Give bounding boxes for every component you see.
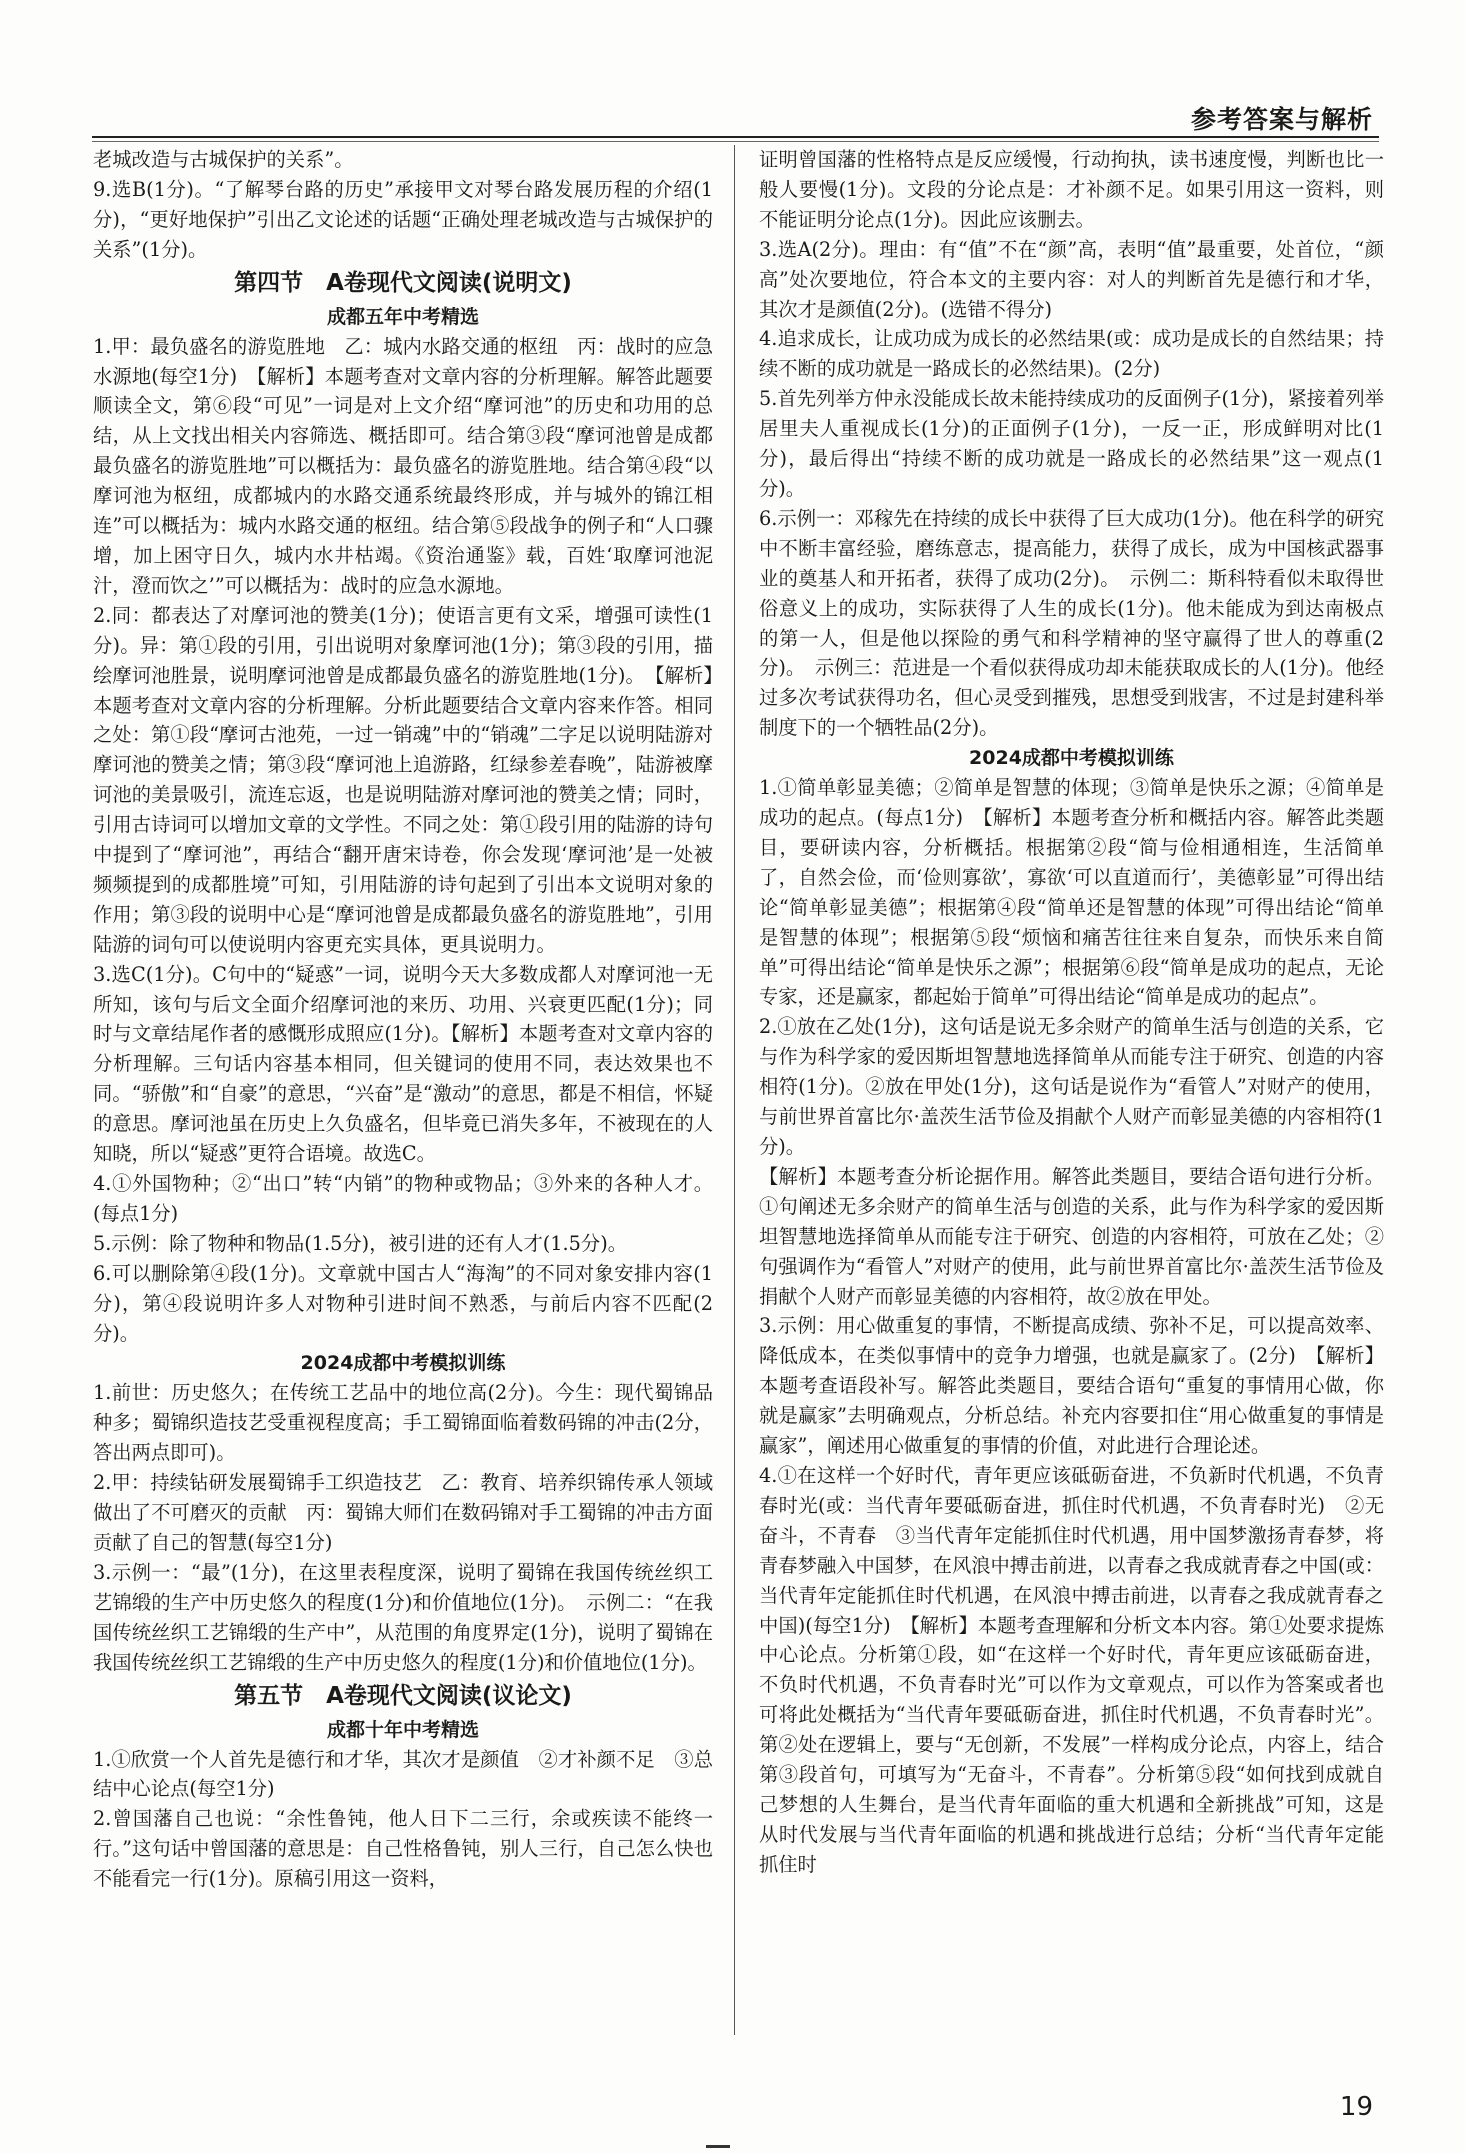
subsection-heading: 2024成都中考模拟训练 xyxy=(300,1352,506,1375)
answer-paragraph: 6.示例一：邓稼先在持续的成长中获得了巨大成功(1分)。他在科学的研究中不断丰富经验，磨练意志，提高能力，获得了成长，成为中国核武器事业的奠基人和开拓者，获得了成功(2分)。 示例二：斯科特看似未取得世俗意义上的成功，实际获得了人生的成长(1分)。他未能成为到达南极点的第一人，但是他以探险的勇气和科学精神的坚守赢得了世人的尊重(2分)。 示例三：范进是一个看似获得成功却未能获取成长的人(1分)。他经过多次考试获得功名，但心灵受到摧残，思想受到戕害，不过是封建科举制度下的一个牺牲品(2分)。 xyxy=(759,506,1384,740)
answer-paragraph: 5.首先列举方仲永没能成长故未能持续成功的反面例子(1分)，紧接着列举居里夫人重视成长(1分)的正面例子(1分)，一反一正，形成鲜明对比(1分)，最后得出“持续不断的成功就是一路成长的必然结果”这一观点(1分)。 xyxy=(759,387,1384,500)
answer-paragraph: 3.示例：用心做重复的事情，不断提高成绩、弥补不足，可以提高效率、降低成本，在类似事情中的竞争力增强，也就是赢家了。(2分) 【解析】本题考查语段补写。解答此类题目，要结合语句“重复的事情用心做，你就是赢家”去明确观点，分析总结。补充内容要扣住“用心做重复的事情是赢家”，阐述用心做重复的事情的价值，对此进行合理论述。 xyxy=(759,1314,1384,1458)
subsection-heading: 成都五年中考精选 xyxy=(326,305,479,328)
answer-paragraph: 【解析】本题考查分析论据作用。解答此类题目，要结合语句进行分析。①句阐述无多余财产的简单生活与创造的关系，此与作为科学家的爱因斯坦智慧地选择简单从而能专注于研究、创造的内容相符，可放在乙处；②句强调作为“看管人”对财产的使用，此与前世界首富比尔·盖茨生活节俭及捐献个人财产而彰显美德的内容相符，故②放在甲处。 xyxy=(759,1164,1384,1308)
left-column xyxy=(93,145,713,2060)
section-heading: 第四节 A卷现代文阅读(说明文) xyxy=(234,269,572,296)
header-rule xyxy=(92,136,1379,138)
answer-paragraph: 2.同：都表达了对摩诃池的赞美(1分)；使语言更有文采，增强可读性(1分)。异：第①段的引用，引出说明对象摩诃池(1分)；第③段的引用，描绘摩诃池胜景，说明摩诃池曾是成都最负盛名的游览胜地(1分)。 【解析】本题考查对文章内容的分析理解。分析此题要结合文章内容来作答。相同之处：第①段“摩诃古池苑，一过一销魂”中的“销魂”二字足以说明陆游对摩诃池的赞美之情；第③段“摩诃池上追游路，红绿参差春晚”，陆游被摩诃池的美景吸引，流连忘返，也是说明陆游对摩诃池的赞美之情；同时，引用古诗词可以增加文章的文学性。不同之处：第①段引用的陆游的诗句中提到了“摩诃池”，再结合“翻开唐宋诗卷，你会发现‘摩诃池’是一处被频频提到的成都胜境”可知，引用陆游的诗句起到了引出本文说明对象的作用；第③段的说明中心是“摩诃池曾是成都最负盛名的游览胜地”，引用陆游的词句可以使说明内容更充实具体，更具说明力。 xyxy=(93,603,713,956)
answer-paragraph: 6.可以删除第④段(1分)。文章就中国古人“海淘”的不同对象安排内容(1分)，第④段说明许多人对物种引进时间不熟悉，与前后内容不匹配(2分)。 xyxy=(93,1261,713,1345)
running-header-title: 参考答案与解析 xyxy=(1190,105,1373,134)
answer-paragraph: 2.曾国藩自己也说：“余性鲁钝，他人日下二三行，余或疾读不能终一行。”这句话中曾国藩的意思是：自己性格鲁钝，别人三行，自己怎么快也不能看完一行(1分)。原稿引用这一资料， xyxy=(93,1807,713,1891)
header-rule-thin xyxy=(92,141,1379,142)
answer-paragraph: 1.①简单彰显美德；②简单是智慧的体现；③简单是快乐之源；④简单是成功的起点。(每点1分) 【解析】本题考查分析和概括内容。解答此类题目，要研读内容，分析概括。根据第②段“简与俭相通相连，生活简单了，自然会俭，而‘俭则寡欲’，寡欲‘可以直道而行’，美德彰显”可得出结论“简单彰显美德”；根据第④段“简单还是智慧的体现”可得出结论“简单是智慧的体现”；根据第⑤段“烦恼和痛苦往往来自复杂，而快乐来自简单”可得出结论“简单是快乐之源”；根据第⑥段“简单是成功的起点，无论专家，还是赢家，都起始于简单”可得出结论“简单是成功的起点”。 xyxy=(759,776,1384,1009)
subsection-heading: 2024成都中考模拟训练 xyxy=(969,747,1174,770)
answer-paragraph: 5.示例：除了物种和物品(1.5分)，被引进的还有人才(1.5分)。 xyxy=(93,1231,627,1255)
answer-paragraph: 1.前世：历史悠久；在传统工艺品中的地位高(2分)。今生：现代蜀锦品种多；蜀锦织造技艺受重视程度高；手工蜀锦面临着数码锦的冲击(2分，答出两点即可)。 xyxy=(93,1381,713,1465)
column-divider xyxy=(734,145,735,2035)
answer-paragraph: 3.选A(2分)。理由：有“值”不在“颜”高，表明“值”最重要，处首位，“颜高”处次要地位，符合本文的主要内容：对人的判断首先是德行和才华，其次才是颜值(2分)。(选错不得分) xyxy=(759,237,1384,321)
answer-paragraph: 3.示例一：“最”(1分)，在这里表程度深，说明了蜀锦在我国传统丝织工艺锦缎的生产中历史悠久的程度(1分)和价值地位(1分)。 示例二：“在我国传统丝织工艺锦缎的生产中”，从范围的角度界定(1分)，说明了蜀锦在我国传统丝织工艺锦缎的生产中历史悠久的程度(1分)和价值地位(1分)。 xyxy=(93,1560,713,1674)
answer-paragraph: 4.①在这样一个好时代，青年更应该砥砺奋进，不负新时代机遇，不负青春时光(或：当代青年要砥砺奋进，抓住时代机遇，不负青春时光) ②无奋斗，不青春 ③当代青年定能抓住时代机遇，用中国梦激扬青春梦，将青春梦融入中国梦，在风浪中搏击前进，以青春之我成就青春之中国(或：当代青年定能抓住时代机遇，在风浪中搏击前进，以青春之我成就青春之中国)(每空1分) 【解析】本题考查理解和分析文本内容。第①处要求提炼中心论点。分析第①段，如“在这样一个好时代，青年更应该砥砺奋进，不负时代机遇，不负青春时光”可以作为文章观点，可以作为答案或者也可将此处概括为“当代青年要砥砺奋进，抓住时代机遇，不负青春时光”。第②处在逻辑上，要与“无创新，不发展”一样构成分论点，内容上，结合第③段首句，可填写为“无奋斗，不青春”。分析第⑤段“如何找到成就自己梦想的人生舞台，是当代青年面临的重大机遇和全新挑战”可知，这是从时代发展与当代青年面临的机遇和挑战进行总结；分析“当代青年定能抓住时 xyxy=(759,1463,1384,1876)
subsection-heading: 成都十年中考精选 xyxy=(326,1718,479,1741)
answer-paragraph: 9.选B(1分)。“了解琴台路的历史”承接甲文对琴台路发展历程的介绍(1分)，“更好地保护”引出乙文论述的话题“正确处理老城改造与古城保护的关系”(1分)。 xyxy=(93,177,713,261)
right-column xyxy=(759,145,1384,2045)
answer-paragraph: 2.甲：持续钻研发展蜀锦手工织造技艺 乙：教育、培养织锦传承人领域做出了不可磨灭的贡献 丙：蜀锦大师们在数码锦对手工蜀锦的冲击方面贡献了自己的智慧(每空1分) xyxy=(93,1471,713,1554)
section-heading: 第五节 A卷现代文阅读(议论文) xyxy=(234,1682,572,1709)
answer-paragraph: 1.①欣赏一个人首先是德行和才华，其次才是颜值 ②才补颜不足 ③总结中心论点(每空1分) xyxy=(93,1747,713,1801)
answer-paragraph: 3.选C(1分)。C句中的“疑惑”一词，说明今天大多数成都人对摩诃池一无所知，该句与后文全面介绍摩诃池的来历、功用、兴衰更匹配(1分)；同时与文章结尾作者的感慨形成照应(1分)。【解析】本题考查对文章内容的分析理解。三句话内容基本相同，但关键词的使用不同，表达效果也不同。“骄傲”和“自豪”的意思，“兴奋”是“激动”的意思，都是不相信，怀疑的意思。摩诃池虽在历史上久负盛名，但毕竟已消失多年，不被现在的人知晓，所以“疑惑”更符合语境。故选C。 xyxy=(93,962,713,1166)
answer-paragraph: 4.追求成长，让成功成为成长的必然结果(或：成功是成长的自然结果；持续不断的成功就是一路成长的必然结果)。(2分) xyxy=(759,327,1384,381)
answer-paragraph: 1.甲：最负盛名的游览胜地 乙：城内水路交通的枢纽 丙：战时的应急水源地(每空1分) 【解析】本题考查对文章内容的分析理解。解答此题要顺读全文，第⑥段“可见”一词是对上文介绍“摩诃池”的历史和功用的总结，从上文找出相关内容筛选、概括即可。结合第③段“摩诃池曾是成都最负盛名的游览胜地”可以概括为：最负盛名的游览胜地。结合第④段“以摩诃池为枢纽，成都城内的水路交通系统最终形成，并与城外的锦江相连”可以概括为：城内水路交通的枢纽。结合第⑤段战争的例子和“人口骤增，加上困守日久，城内水井枯竭。《资治通鉴》载，百姓‘取摩诃池泥汁，澄而饮之’”可以概括为：战时的应急水源地。 xyxy=(93,334,713,597)
page-number: 19 xyxy=(1339,2092,1373,2122)
answer-paragraph: 老城改造与古城保护的关系”。 xyxy=(93,148,354,171)
answer-paragraph: 2.①放在乙处(1分)，这句话是说无多余财产的简单生活与创造的关系，它与作为科学家的爱因斯坦智慧地选择简单从而能专注于研究、创造的内容相符(1分)。②放在甲处(1分)，这句话是说作为“看管人”对财产的使用，与前世界首富比尔·盖茨生活节俭及捐献个人财产而彰显美德的内容相符(1分)。 xyxy=(759,1015,1384,1158)
answer-paragraph: 证明曾国藩的性格特点是反应缓慢，行动拘执，读书速度慢，判断也比一般人要慢(1分)。文段的分论点是：才补颜不足。如果引用这一资料，则不能证明分论点(1分)。因此应该删去。 xyxy=(759,148,1384,231)
answer-paragraph: 4.①外国物种；②“出口”转“内销”的物种或物品；③外来的各种人才。(每点1分) xyxy=(93,1172,713,1225)
bottom-mark xyxy=(706,2145,730,2148)
